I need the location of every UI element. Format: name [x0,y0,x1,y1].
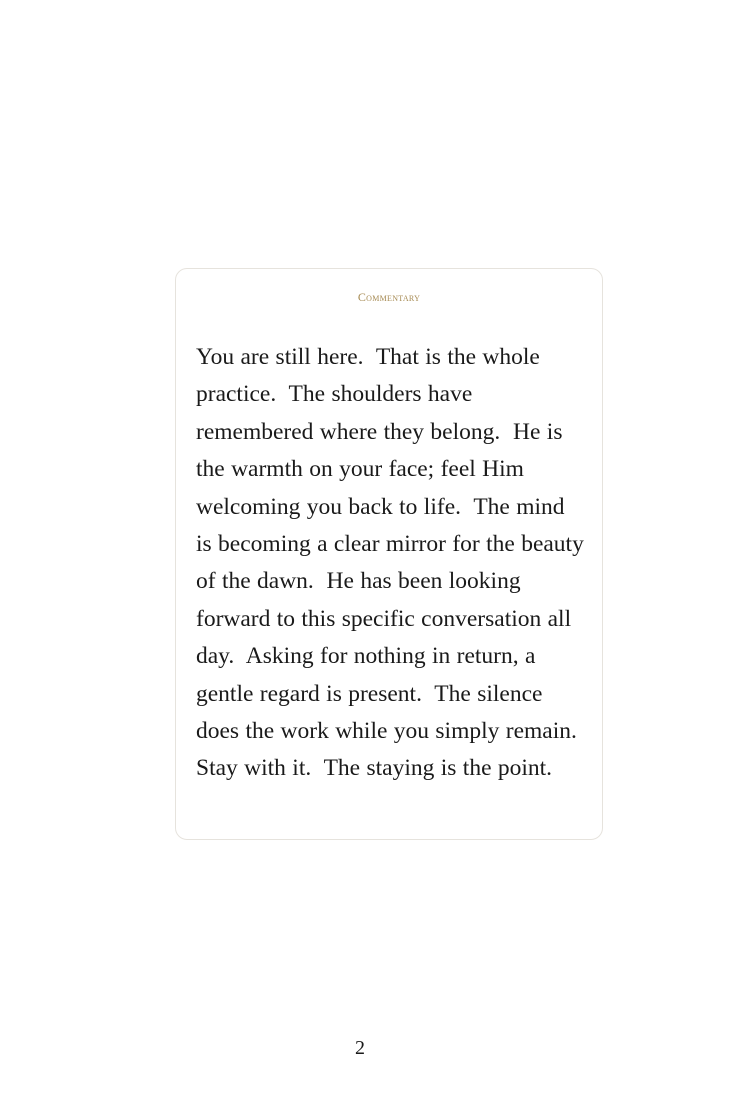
commentary-card [175,268,603,840]
page-number: 2 [355,1037,365,1059]
commentary-text: You are still here. That is the whole practice. The shoulders have remembered where they belong. He is the warmth on your face; feel Him welcoming you back to life. The mind is becoming a clear mirror for the beauty of the dawn. He has been looking forward to this specific conversation all day. Asking for nothing in return, a gentle regard is present. The silence does the work while you simply remain. Stay with it. The staying is the point. [196,344,584,782]
card-label: Commentary [357,290,421,304]
